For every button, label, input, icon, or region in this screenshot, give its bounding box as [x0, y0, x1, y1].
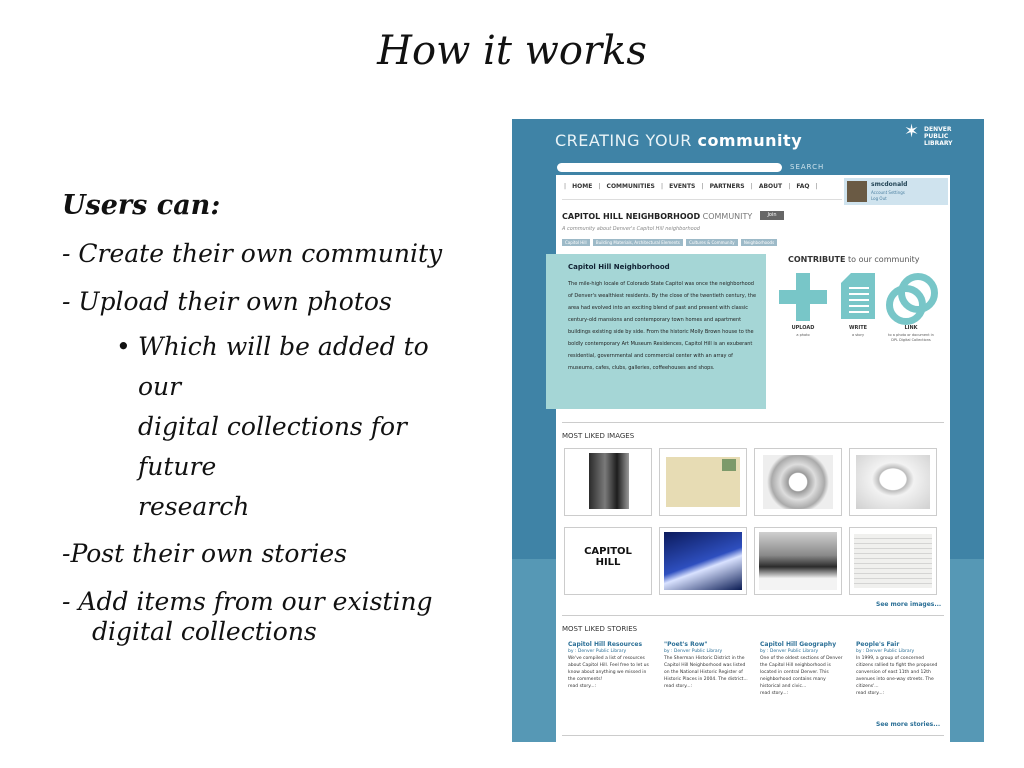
- main-nav: [564, 183, 822, 190]
- image-thumb[interactable]: [564, 448, 652, 516]
- user-links: [871, 190, 905, 202]
- story-card[interactable]: [664, 641, 748, 690]
- bullet-line-1: Which will be added to our: [138, 332, 429, 401]
- story-text: The Sherman Historic District in the Capitol Hill Neighborhood was listed on the National Historic Register of Historic Places in 2004. The district...: [664, 656, 748, 682]
- contribute-heading: [788, 255, 920, 264]
- nav-divider: [562, 199, 842, 200]
- dpl-wordmark: [924, 126, 953, 147]
- write-label: WRITE: [848, 325, 868, 331]
- community-subtitle: A community about Denver's Capitol Hill neighborhood: [562, 226, 700, 232]
- upload-action[interactable]: [778, 273, 828, 338]
- nav-about[interactable]: ABOUT: [758, 183, 783, 190]
- capitol-hill-logo: CAPITOL HILL: [584, 546, 632, 568]
- description-text: The mile-high locale of Colorado State Capitol was once the neighborhood of Denver's wealthiest residents. By the close of the twentieth century, the area had evolved into an exciting blend of past and present with classic century-old mansions and contemporary town homes and apartment buildings existing side by side. From the historic Molly Brown house to the boldly contemporary Art Museum Residences, Capitol Hill is an exuberant residential, governmental and commercial center with an array of museums, cafes, clubs, galleries, coffeehouses and shops.: [568, 281, 757, 371]
- nav-partners[interactable]: PARTNERS: [709, 183, 745, 190]
- community-title-bold: CAPITOL HILL NEIGHBORHOOD: [562, 212, 701, 221]
- dpl-line-1: DENVER: [924, 126, 952, 133]
- bullet-dot: •: [116, 332, 131, 361]
- avatar[interactable]: [847, 181, 867, 202]
- read-story-link[interactable]: read story...:: [568, 684, 597, 689]
- logout-link[interactable]: Log Out: [871, 196, 887, 201]
- story-card[interactable]: [760, 641, 844, 697]
- user-panel: [844, 178, 948, 205]
- image-thumb[interactable]: [849, 527, 937, 595]
- page-content: [556, 175, 950, 742]
- snow-house-photo: [759, 532, 837, 590]
- tag-item[interactable]: Building Materials, Architectural Elements: [593, 239, 683, 246]
- contribute-light: to our community: [845, 255, 920, 264]
- stamp-icon: [722, 459, 736, 471]
- nav-events[interactable]: EVENTS: [669, 183, 696, 190]
- bullet-line-2: digital collections for future: [138, 412, 407, 481]
- feature-add-items: [62, 587, 462, 647]
- link-action[interactable]: [886, 273, 936, 343]
- link-label: LINK: [904, 325, 918, 331]
- nav-sep: |: [598, 183, 601, 190]
- feature-list: [62, 190, 462, 665]
- write-sub: a story: [851, 333, 865, 337]
- image-thumb[interactable]: [659, 527, 747, 595]
- account-settings-link[interactable]: Account Settings: [871, 190, 905, 195]
- read-story-link[interactable]: read story...:: [664, 684, 693, 689]
- community-title: [562, 212, 752, 221]
- story-text: We've compiled a list of resources about Capitol Hill. Feel free to let us know about anything we missed in the comments!: [568, 656, 649, 682]
- feature-upload-photos: - Upload their own photos: [62, 287, 392, 316]
- user-name[interactable]: smcdonald: [871, 181, 908, 188]
- link-icon: [886, 273, 936, 321]
- contribute-bold: CONTRIBUTE: [788, 255, 846, 264]
- bullet-line-3: research: [138, 492, 250, 521]
- story-card[interactable]: [856, 641, 940, 697]
- feature-photo-bullet: [62, 327, 462, 527]
- story-title[interactable]: Capitol Hill Resources: [568, 641, 643, 648]
- tag-item[interactable]: Neighborhoods: [741, 239, 777, 246]
- story-author[interactable]: by : Denver Public Library: [568, 649, 627, 654]
- section-divider: [562, 422, 944, 423]
- feature-create-community: - Create their own community: [62, 239, 443, 268]
- story-author[interactable]: by : Denver Public Library: [856, 649, 915, 654]
- image-thumb[interactable]: [659, 448, 747, 516]
- tag-item[interactable]: Capitol Hill: [562, 239, 590, 246]
- story-author[interactable]: by : Denver Public Library: [760, 649, 819, 654]
- story-title[interactable]: "Poet's Row": [664, 641, 708, 648]
- nav-sep: |: [564, 183, 567, 190]
- dpl-star-icon: ✶: [904, 121, 920, 142]
- read-story-link[interactable]: read story...:: [760, 691, 789, 696]
- dpl-line-2: PUBLIC: [924, 133, 949, 140]
- search-button[interactable]: SEARCH: [790, 163, 825, 171]
- dpl-logo[interactable]: [904, 121, 974, 156]
- dpl-line-3: LIBRARY: [924, 140, 953, 147]
- join-button[interactable]: Join: [760, 211, 784, 220]
- nav-faq[interactable]: FAQ: [796, 183, 810, 190]
- community-title-light: COMMUNITY: [700, 212, 753, 221]
- community-description: [546, 254, 766, 409]
- read-story-link[interactable]: read story...:: [856, 691, 885, 696]
- upload-label: UPLOAD: [791, 325, 815, 331]
- section-divider: [562, 735, 944, 736]
- users-can-heading: Users can:: [62, 190, 221, 221]
- image-thumb[interactable]: [564, 527, 652, 595]
- nav-sep: |: [815, 183, 818, 190]
- night-building-photo: [664, 532, 742, 590]
- nav-communities[interactable]: COMMUNITIES: [606, 183, 655, 190]
- feature-post-stories: -Post their own stories: [62, 539, 347, 568]
- website-screenshot: [512, 119, 984, 742]
- nav-sep: |: [788, 183, 791, 190]
- nav-sep: |: [750, 183, 753, 190]
- tag-item[interactable]: Cultures & Community: [686, 239, 737, 246]
- document-photo: [854, 534, 932, 588]
- write-action[interactable]: [833, 273, 883, 338]
- sketch-photo: [856, 455, 930, 509]
- story-text: In 1999, a group of concerned citizens rallied to fight the proposed conversion of east 11th and 12th avenues into one-way streets. The citizens'...: [856, 656, 938, 689]
- document-icon: [841, 273, 875, 319]
- nav-home[interactable]: HOME: [572, 183, 593, 190]
- brand-bold: community: [697, 131, 803, 150]
- brand-light: CREATING YOUR: [555, 131, 698, 150]
- building-photo: [589, 453, 629, 509]
- story-title[interactable]: People's Fair: [856, 641, 900, 648]
- add-items-line-1: - Add items from our existing: [62, 587, 433, 616]
- story-author[interactable]: by : Denver Public Library: [664, 649, 723, 654]
- link-sub: to a photo or document in DPL Digital Collections: [888, 333, 934, 342]
- see-more-images-link[interactable]: See more images...: [876, 601, 942, 608]
- search-input[interactable]: [557, 163, 782, 172]
- see-more-stories-link[interactable]: See more stories...: [876, 721, 941, 728]
- image-thumb[interactable]: [754, 448, 842, 516]
- description-heading: Capitol Hill Neighborhood: [568, 263, 670, 271]
- story-text: One of the oldest sections of Denver the Capitol Hill neighborhood is located in central Denver. This neighborhood contains many historical and civic...: [760, 656, 843, 689]
- image-thumb[interactable]: [849, 448, 937, 516]
- nav-sep: |: [660, 183, 663, 190]
- most-liked-images-heading: MOST LIKED IMAGES: [562, 432, 635, 440]
- story-title[interactable]: Capitol Hill Geography: [760, 641, 837, 648]
- most-liked-stories-heading: MOST LIKED STORIES: [562, 625, 638, 633]
- add-items-line-2: digital collections: [92, 617, 317, 646]
- section-divider: [562, 615, 944, 616]
- plus-icon: [779, 273, 827, 321]
- site-brand[interactable]: [555, 131, 802, 150]
- slide-title: How it works: [377, 28, 647, 74]
- image-thumb[interactable]: [754, 527, 842, 595]
- upload-sub: a photo: [796, 333, 810, 337]
- nav-sep: |: [701, 183, 704, 190]
- tag-list: [562, 239, 779, 246]
- story-card[interactable]: [568, 641, 652, 690]
- floorplan-photo: [763, 455, 833, 509]
